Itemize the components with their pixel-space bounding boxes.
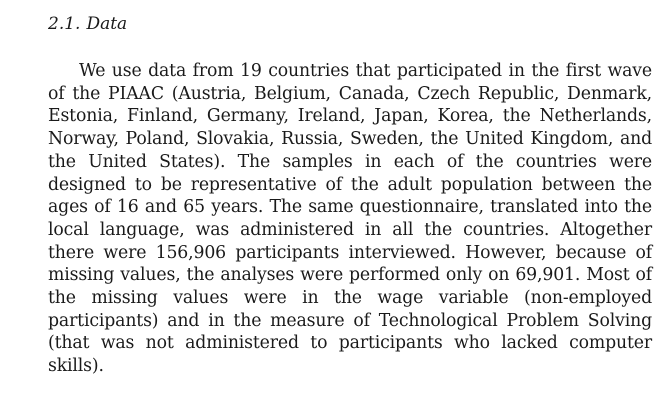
section-heading	[48, 10, 652, 38]
body-paragraph: We use data from 19 countries that participated in the first wave of the PIAAC (Austria, Belgium, Canada, Czech Republic, Denmark, Estonia, Finland, Germany, Ireland, Japan, Korea, the Netherlands, Norway, Poland, Slovakia, Russia, Sweden, the United Kingdom, and the United States). The samples in each of the countries were designed to be representative of the adult population between the ages of 16 and 65 years. The same questionnaire, translated into the local language, was administered in all the countries. Altogether there were 156,906 participants interviewed. However, because of missing values, the analyses were performed only on 69,901. Most of the missing values were in the wage variable (non-employed participants) and in the measure of Technological Problem Solving (that was not administered to participants who lacked computer skills).	[48, 61, 652, 377]
data-section	[48, 10, 652, 378]
section-number: 2.1.	[48, 14, 81, 34]
section-title: Data	[86, 14, 128, 34]
